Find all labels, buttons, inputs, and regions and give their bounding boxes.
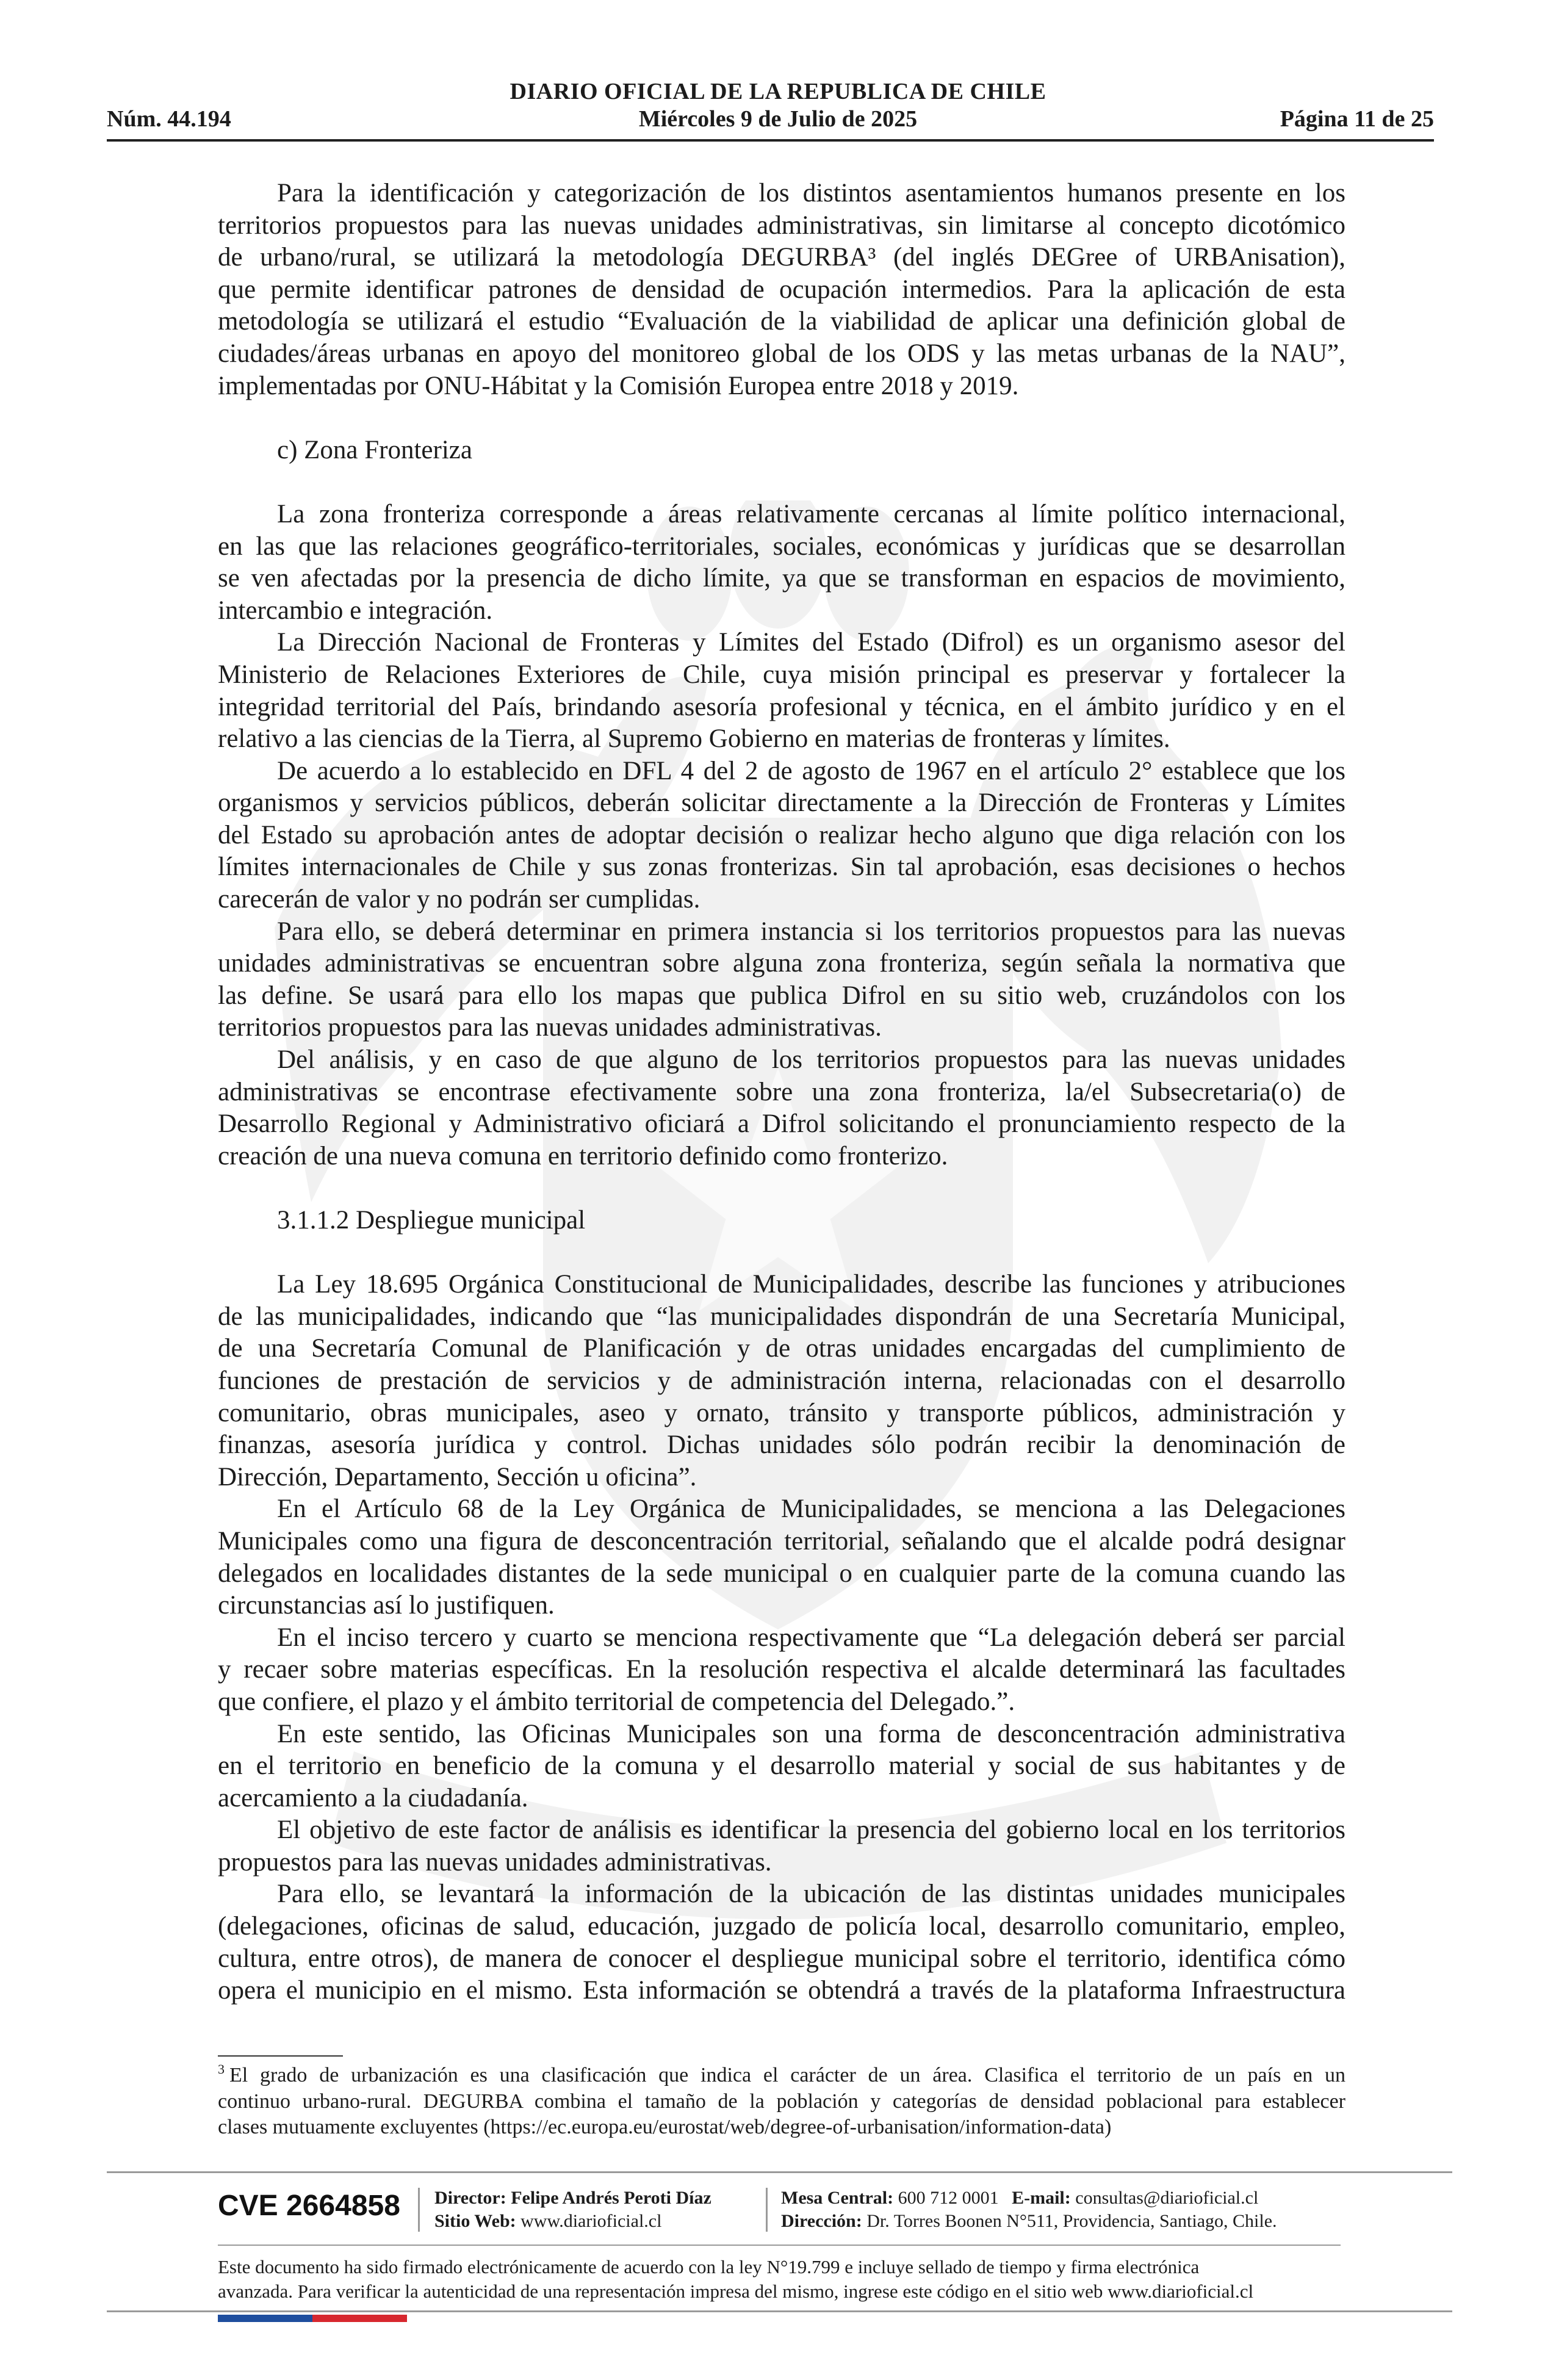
paragraph <box>218 1814 1345 1878</box>
paragraph-line: (delegaciones, oficinas de salud, educación, juzgado de policía local, desarrollo comunitario, empleo, <box>218 1912 1345 1941</box>
paragraph-line: Del análisis, y en caso de que alguno de los territorios propuestos para las nuevas unidades <box>277 1045 1345 1075</box>
footnote-separator <box>218 2055 343 2057</box>
address-line <box>781 2210 1277 2232</box>
paragraph-line: territorios propuestos para las nuevas unidades administrativas. <box>218 1013 882 1042</box>
paragraph-line: Ministerio de Relaciones Exteriores de Chile, cuya misión principal es preservar y fortalecer la <box>218 660 1345 689</box>
footer-divider <box>107 2171 1452 2173</box>
paragraph-line: La Dirección Nacional de Fronteras y Límites del Estado (Difrol) es un organismo asesor del <box>277 628 1345 657</box>
footnote-marker: 3 <box>218 2061 225 2077</box>
paragraph-line: El objetivo de este factor de análisis es identificar la presencia del gobierno local en los territorios <box>277 1816 1345 1845</box>
paragraph-line: Para la identificación y categorización de los distintos asentamientos humanos presente en los <box>277 179 1345 207</box>
paragraph-line: Municipales como una figura de desconcentración territorial, señalando que el alcalde podrá designar <box>218 1526 1345 1556</box>
paragraph-line: En el Artículo 68 de la Ley Orgánica de Municipalidades, se menciona a las Delegaciones <box>277 1495 1345 1524</box>
paragraph-line: de las municipalidades, indicando que “las municipalidades dispondrán de una Secretaría Municipal, <box>218 1302 1345 1331</box>
paragraph-line: metodología se utilizará el estudio “Evaluación de la viabilidad de aplicar una definición global de <box>218 307 1345 336</box>
paragraph-line: Desarrollo Regional y Administrativo oficiará a Difrol solicitando el pronunciamiento respecto de la <box>218 1109 1345 1139</box>
footer-divider <box>218 2245 1341 2246</box>
footnote-line: continuo urbano-rural. DEGURBA combina el tamaño de la población y categorías de densidad poblacional para establecer <box>218 2090 1345 2113</box>
paragraph-line: límites internacionales de Chile y sus zonas fronterizas. Sin tal aprobación, esas decisiones o hechos <box>218 853 1345 882</box>
paragraph <box>218 1878 1345 2007</box>
paragraph <box>218 178 1345 402</box>
email-address: consultas@diarioficial.cl <box>1075 2188 1259 2208</box>
paragraph-line: organismos y servicios públicos, deberán solicitar directamente a la Dirección de Fronteras y Límites <box>218 788 1345 818</box>
paragraph-line: que permite identificar patrones de densidad de ocupación intermedios. Para la aplicación de esta <box>218 275 1345 304</box>
document-body <box>218 178 1345 2007</box>
director-line <box>434 2187 711 2209</box>
paragraph-line: ciudades/áreas urbanas en apoyo del monitoreo global de los ODS y las metas urbanas de la NAU”, <box>218 339 1345 368</box>
paragraph-line: La Ley 18.695 Orgánica Constitucional de Municipalidades, describe las funciones y atribuciones <box>277 1270 1345 1299</box>
paragraph-line: implementadas por ONU-Hábitat y la Comisión Europea entre 2018 y 2019. <box>218 371 1019 400</box>
phone-number: 600 712 0001 <box>898 2188 999 2208</box>
paragraph <box>218 1622 1345 1718</box>
flag-stripe-blue <box>218 2315 312 2322</box>
footer-separator <box>418 2188 420 2232</box>
paragraph-line: En este sentido, las Oficinas Municipales son una forma de desconcentración administrativa <box>277 1719 1345 1748</box>
publication-title: DIARIO OFICIAL DE LA REPUBLICA DE CHILE <box>510 79 1046 104</box>
paragraph <box>218 1044 1345 1172</box>
paragraph <box>218 1718 1345 1815</box>
website-label: Sitio Web: <box>434 2211 516 2231</box>
paragraph <box>218 916 1345 1044</box>
paragraph-line: propuestos para las nuevas unidades administrativas. <box>218 1847 772 1877</box>
paragraph-line: opera el municipio en el mismo. Esta información se obtendrá a través de la plataforma Infraestructura <box>218 1976 1345 2005</box>
paragraph-line: intercambio e integración. <box>218 596 493 625</box>
director-label: Director: <box>434 2188 506 2208</box>
issue-number: Núm. 44.194 <box>107 106 231 132</box>
address-label: Dirección: <box>781 2211 862 2231</box>
paragraph <box>218 755 1345 916</box>
paragraph-line: comunitario, obras municipales, aseo y ornato, tránsito y transporte públicos, administración y <box>218 1398 1345 1427</box>
director-name: Felipe Andrés Peroti Díaz <box>511 2188 711 2208</box>
paragraph <box>218 1269 1345 1493</box>
paragraph <box>218 1493 1345 1621</box>
paragraph-line: integridad territorial del País, brindando asesoría profesional y técnica, en el ámbito jurídico y en el <box>218 692 1345 721</box>
flag-stripe-red <box>312 2315 407 2322</box>
paragraph-line: En el inciso tercero y cuarto se menciona respectivamente que “La delegación deberá ser parcial <box>277 1623 1345 1652</box>
disclaimer-line: Este documento ha sido firmado electrónicamente de acuerdo con la ley N°19.799 e incluye sellado de tiempo y firma electrónica <box>218 2256 1200 2277</box>
footnote-line <box>218 2063 1345 2089</box>
paragraph-line: relativo a las ciencias de la Tierra, al Supremo Gobierno en materias de fronteras y límites. <box>218 724 1170 754</box>
paragraph-line: administrativas se encontrase efectivamente sobre una zona fronteriza, la/el Subsecretaria(o) de <box>218 1077 1345 1106</box>
paragraph-line: en el territorio en beneficio de la comuna y el desarrollo material y social de sus habitantes y de <box>218 1751 1345 1781</box>
paragraph-line: que confiere, el plazo y el ámbito territorial de competencia del Delegado.”. <box>218 1687 1015 1716</box>
website-url: www.diarioficial.cl <box>520 2211 662 2231</box>
paragraph-line: de una Secretaría Comunal de Planificación y de otras unidades encargadas del cumplimiento de <box>218 1334 1345 1363</box>
paragraph-line: Para ello, se deberá determinar en primera instancia si los territorios propuestos para las nuevas <box>277 917 1345 946</box>
email-label: E-mail: <box>1012 2188 1071 2208</box>
cve-code: CVE 2664858 <box>218 2190 400 2222</box>
paragraph-line: delegados en localidades distantes de la sede municipal o en cualquier parte de la comuna cuando las <box>218 1559 1345 1588</box>
disclaimer-line: avanzada. Para verificar la autenticidad de una representación impresa del mismo, ingrese este código en el sitio web www.diarioficial.cl <box>218 2281 1254 2302</box>
publication-date: Miércoles 9 de Julio de 2025 <box>638 106 918 132</box>
signature-disclaimer <box>218 2255 1334 2304</box>
paragraph-line: creación de una nueva comuna en territorio definido como fronterizo. <box>218 1141 948 1170</box>
paragraph-line: territorios propuestos para las nuevas unidades administrativas, sin limitarse al concepto dicotómico <box>218 211 1345 240</box>
section-heading: c) Zona Fronteriza <box>277 435 472 464</box>
header-divider <box>107 139 1434 142</box>
footnote <box>218 2063 1345 2141</box>
footnote-line: clases mutuamente excluyentes (https://ec.europa.eu/eurostat/web/degree-of-urbanisation/information-data) <box>218 2116 1112 2138</box>
website-line <box>434 2210 661 2232</box>
paragraph-line: acercamiento a la ciudadanía. <box>218 1783 528 1812</box>
footnote-text: El grado de urbanización es una clasificación que indica el carácter de un área. Clasifica el territorio de un país en un <box>229 2064 1345 2086</box>
paragraph-line: cultura, entre otros), de manera de conocer el despliegue municipal sobre el territorio, identifica cómo <box>218 1944 1345 1973</box>
footer-divider <box>107 2310 1452 2312</box>
paragraph <box>218 499 1345 627</box>
paragraph-line: se ven afectadas por la presencia de dicho límite, ya que se transforman en espacios de movimiento, <box>218 564 1345 593</box>
paragraph-line: De acuerdo a lo establecido en DFL 4 del 2 de agosto de 1967 en el artículo 2° establece que los <box>277 756 1345 785</box>
paragraph-line: en las que las relaciones geográfico-territoriales, sociales, económicas y jurídicas que se desarrollan <box>218 532 1345 561</box>
paragraph-line: finanzas, asesoría jurídica y control. Dichas unidades sólo podrán recibir la denominación de <box>218 1430 1345 1460</box>
paragraph-line: Para ello, se levantará la información de la ubicación de las distintas unidades municipales <box>277 1880 1345 1909</box>
paragraph-line: unidades administrativas se encuentran sobre alguna zona fronteriza, según señala la normativa que <box>218 949 1345 978</box>
footer-separator <box>766 2188 768 2232</box>
paragraph-line: y recaer sobre materias específicas. En la resolución respectiva el alcalde determinará las facultades <box>218 1655 1345 1684</box>
paragraph-line: las define. Se usará para ello los mapas que publica Difrol en su sitio web, cruzándolos con los <box>218 981 1345 1010</box>
paragraph <box>218 627 1345 755</box>
paragraph-line: circunstancias así lo justifiquen. <box>218 1591 555 1620</box>
paragraph-line: Dirección, Departamento, Sección u oficina”. <box>218 1462 697 1491</box>
contact-line <box>781 2187 1258 2209</box>
paragraph-line: carecerán de valor y no podrán ser cumplidas. <box>218 885 701 914</box>
section-heading: 3.1.1.2 Despliegue municipal <box>277 1206 586 1235</box>
paragraph-line: La zona fronteriza corresponde a áreas relativamente cercanas al límite político internacional, <box>277 499 1345 528</box>
paragraph-line: de urbano/rural, se utilizará la metodología DEGURBA³ (del inglés DEGree of URBAnisation), <box>218 243 1345 272</box>
phone-label: Mesa Central: <box>781 2188 894 2208</box>
paragraph-line: del Estado su aprobación antes de adoptar decisión o realizar hecho alguno que diga relación con los <box>218 820 1345 849</box>
address-text: Dr. Torres Boonen N°511, Providencia, Santiago, Chile. <box>866 2211 1277 2231</box>
page-number: Página 11 de 25 <box>1280 106 1434 132</box>
paragraph-line: funciones de prestación de servicios y de administración interna, relacionadas con el desarrollo <box>218 1366 1345 1395</box>
